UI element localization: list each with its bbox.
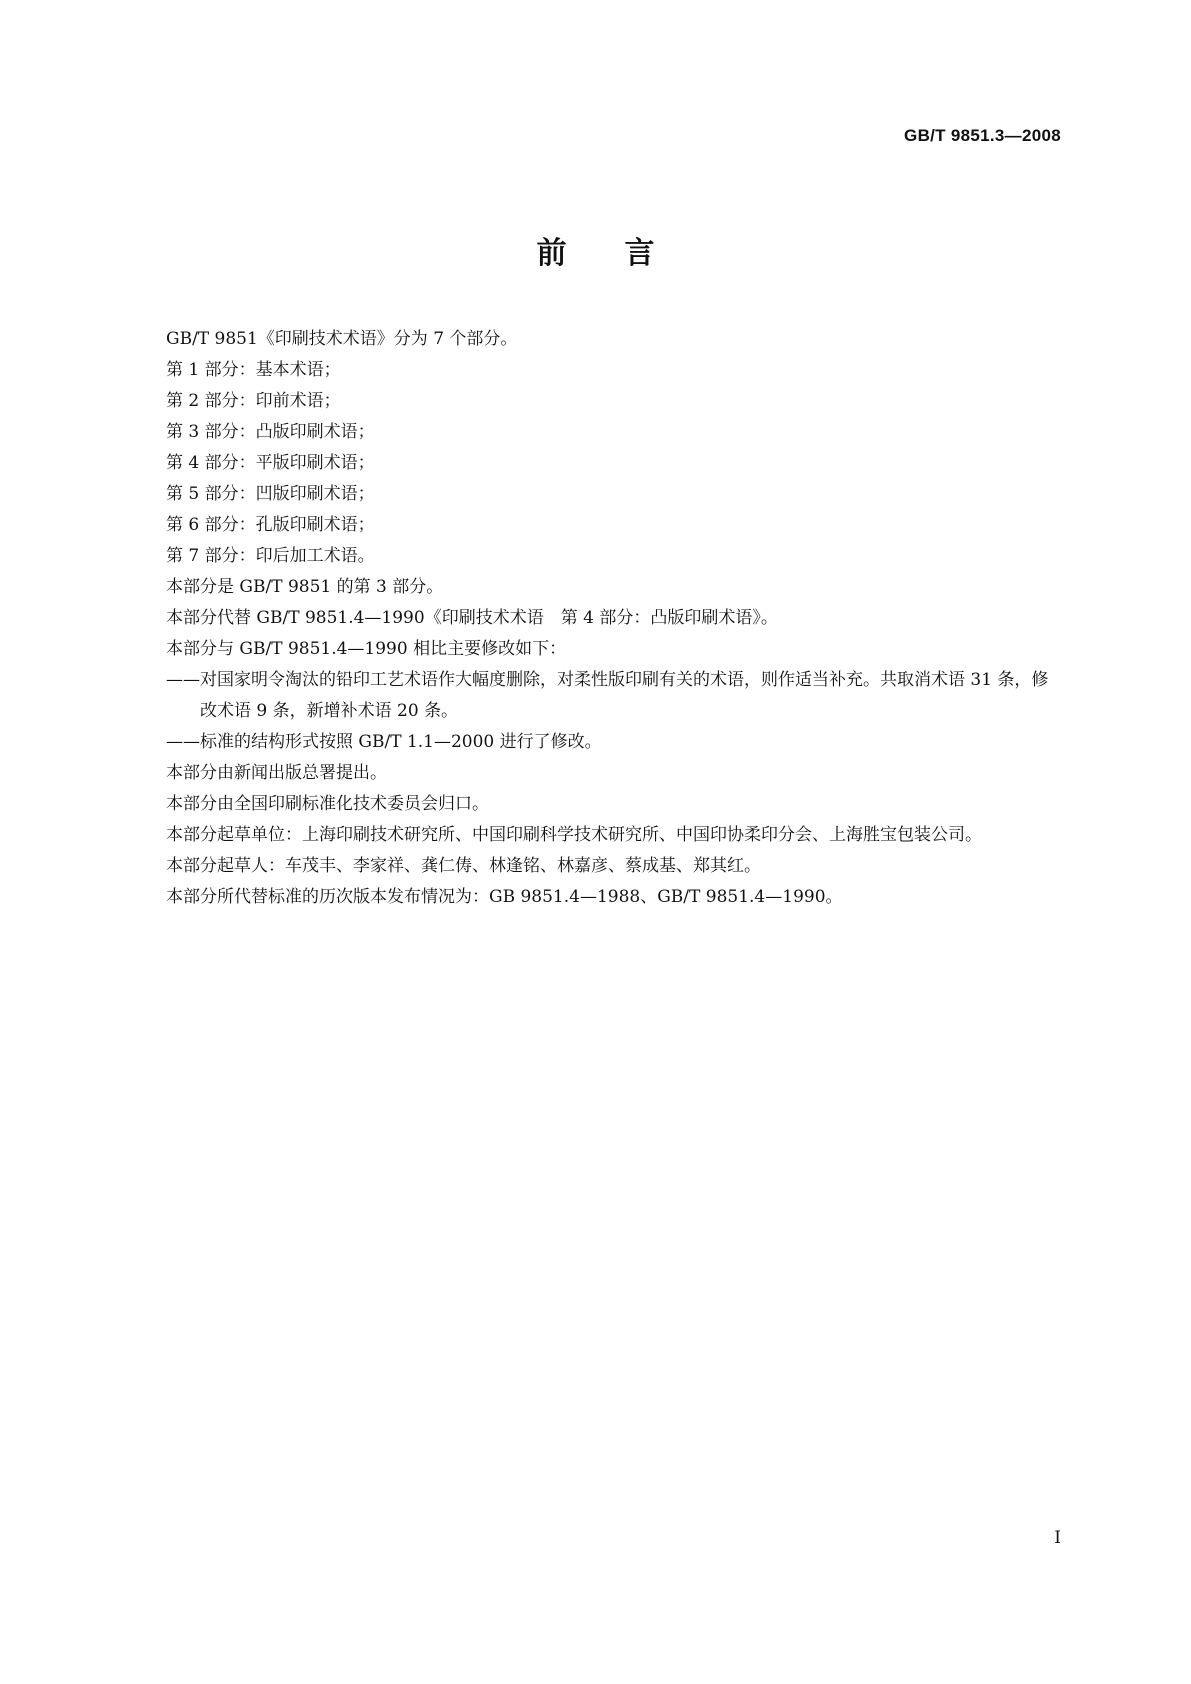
paragraph: 本部分所代替标准的历次版本发布情况为：GB 9851.4—1988、GB/T 9851.4—1990。 [166,887,843,907]
dash-item-text: 对国家明令淘汰的铅印工艺术语作大幅度删除，对柔性版印刷有关的术语，则作适当补充。共取消术语 31 条，修改术语 9 条，新增补术语 20 条。 [200,670,1049,721]
paragraph: 本部分起草人：车茂丰、李家祥、龚仁俦、林逢铭、林嘉彦、蔡成基、郑其红。 [166,856,761,876]
paragraph: 第 7 部分：印后加工术语。 [166,546,375,566]
document-body [132,324,1064,913]
paragraph: 第 4 部分：平版印刷术语； [166,453,375,473]
paragraph: 本部分起草单位：上海印刷技术研究所、中国印刷科学技术研究所、中国印协柔印分会、上海胜宝包装公司。 [166,825,982,845]
paragraph: 第 5 部分：凹版印刷术语； [166,484,375,504]
dash-mark: —— [166,670,200,690]
paragraph: 第 2 部分：印前术语； [166,391,341,411]
paragraph: 第 3 部分：凸版印刷术语； [166,422,375,442]
paragraph: 本部分代替 GB/T 9851.4—1990《印刷技术术语 第 4 部分：凸版印刷术语》。 [166,608,778,628]
paragraph: 第 6 部分：孔版印刷术语； [166,515,375,535]
standard-code: GB/T 9851.3—2008 [904,126,1061,145]
dash-item [132,665,1064,727]
page-title: 前言 [536,236,713,271]
paragraph: 本部分由全国印刷标准化技术委员会归口。 [166,794,489,814]
paragraph: 本部分与 GB/T 9851.4—1990 相比主要修改如下： [166,639,567,659]
paragraph: 本部分由新闻出版总署提出。 [166,763,387,783]
paragraph: 第 1 部分：基本术语； [166,360,341,380]
dash-item-text: 标准的结构形式按照 GB/T 1.1—2000 进行了修改。 [200,732,602,752]
paragraph: GB/T 9851《印刷技术术语》分为 7 个部分。 [166,329,518,349]
dash-mark: —— [166,732,200,752]
dash-item [132,727,1064,758]
paragraph: 本部分是 GB/T 9851 的第 3 部分。 [166,577,444,597]
page-number: I [1054,1528,1061,1548]
